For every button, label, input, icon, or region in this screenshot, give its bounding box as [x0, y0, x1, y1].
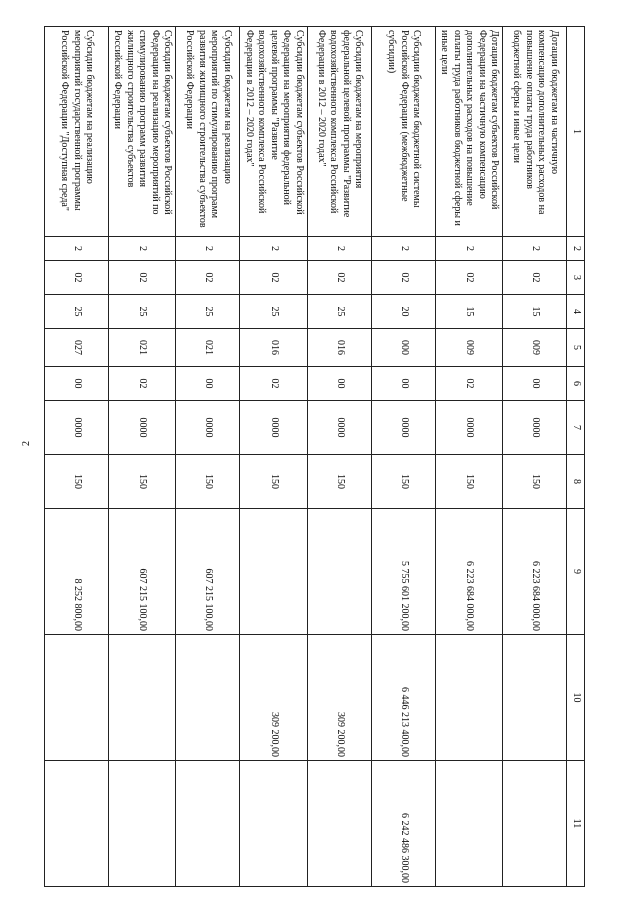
table-row — [308, 27, 372, 887]
code-cell: 0000 — [503, 401, 567, 455]
code-cell: 25 — [109, 295, 177, 329]
row-description: Субсидии бюджетам субъектов Российской Федерации на мероприятия федеральной целевой программы "Развитие водохозяйственного комплекса Российской Федерации в 2012 – 2020 годах" — [240, 27, 308, 237]
table-row — [503, 27, 567, 887]
code-cell: 021 — [176, 329, 240, 367]
amount-cell: 607 215 100,00 — [109, 509, 177, 635]
col-header: 8 — [567, 455, 585, 509]
table-row — [372, 27, 436, 887]
code-cell: 0000 — [308, 401, 372, 455]
code-cell: 150 — [240, 455, 308, 509]
row-description: Дотации бюджетам субъектов Российской Федерации на частичную компенсацию дополнительных расходов на повышение оплаты труда работников бюджетной сферы и иные цели — [436, 27, 504, 237]
code-cell: 150 — [436, 455, 504, 509]
code-cell: 009 — [503, 329, 567, 367]
code-cell: 0000 — [372, 401, 436, 455]
code-cell: 2 — [109, 237, 177, 261]
code-cell: 02 — [240, 261, 308, 295]
code-cell: 0000 — [240, 401, 308, 455]
col-header: 9 — [567, 509, 585, 635]
code-cell: 150 — [308, 455, 372, 509]
row-description: Субсидии бюджетам бюджетной системы Российской Федерации (межбюджетные субсидии) — [372, 27, 436, 237]
amount-cell — [308, 761, 372, 887]
amount-cell — [109, 761, 177, 887]
col-header: 6 — [567, 367, 585, 401]
amount-cell — [503, 761, 567, 887]
code-cell: 00 — [308, 367, 372, 401]
amount-cell: 309 200,00 — [308, 635, 372, 761]
code-cell: 0000 — [176, 401, 240, 455]
code-cell: 25 — [240, 295, 308, 329]
code-cell: 009 — [436, 329, 504, 367]
code-cell: 25 — [45, 295, 109, 329]
col-header: 10 — [567, 635, 585, 761]
amount-cell — [308, 509, 372, 635]
code-cell: 02 — [372, 261, 436, 295]
row-description: Субсидии бюджетам субъектов Российской Федерации на реализацию мероприятий по стимулированию программ развития жилищного строительства субъектов Российской Федерации — [109, 27, 177, 237]
col-header: 5 — [567, 329, 585, 367]
row-description: Субсидии бюджетам на мероприятия федеральной целевой программы "Развитие водохозяйственного комплекса Российской Федерации в 2012 – 2020 годах" — [308, 27, 372, 237]
row-description: Субсидии бюджетам на реализацию мероприятий по стимулированию программ развития жилищного строительства субъектов Российской Федерации — [176, 27, 240, 237]
amount-cell: 8 252 800,00 — [45, 509, 109, 635]
code-cell: 2 — [436, 237, 504, 261]
code-cell: 02 — [109, 367, 177, 401]
amount-cell — [45, 635, 109, 761]
code-cell: 021 — [109, 329, 177, 367]
code-cell: 15 — [436, 295, 504, 329]
code-cell: 150 — [109, 455, 177, 509]
code-cell: 02 — [503, 261, 567, 295]
code-cell: 2 — [176, 237, 240, 261]
budget-table — [44, 26, 585, 887]
code-cell: 2 — [308, 237, 372, 261]
code-cell: 02 — [436, 261, 504, 295]
code-cell: 2 — [45, 237, 109, 261]
code-cell: 016 — [240, 329, 308, 367]
row-description: Дотации бюджетам на частичную компенсацию дополнительных расходов на повышение оплаты труда работников бюджетной сферы и иные цели — [503, 27, 567, 237]
table-row — [109, 27, 177, 887]
code-cell: 0000 — [109, 401, 177, 455]
amount-cell: 6 223 684 000,00 — [436, 509, 504, 635]
code-cell: 0000 — [45, 401, 109, 455]
table-row — [45, 27, 109, 887]
amount-cell — [45, 761, 109, 887]
code-cell: 02 — [45, 261, 109, 295]
code-cell: 02 — [176, 261, 240, 295]
amount-cell: 309 200,00 — [240, 635, 308, 761]
code-cell: 20 — [372, 295, 436, 329]
col-header: 2 — [567, 237, 585, 261]
code-cell: 00 — [176, 367, 240, 401]
code-cell: 25 — [176, 295, 240, 329]
amount-cell — [176, 635, 240, 761]
header-row — [567, 27, 585, 887]
col-header: 1 — [567, 27, 585, 237]
code-cell: 0000 — [436, 401, 504, 455]
amount-cell — [503, 635, 567, 761]
code-cell: 2 — [240, 237, 308, 261]
code-cell: 02 — [240, 367, 308, 401]
amount-cell: 6 242 486 300,00 — [372, 761, 436, 887]
amount-cell — [176, 761, 240, 887]
amount-cell: 5 755 601 200,00 — [372, 509, 436, 635]
code-cell: 00 — [372, 367, 436, 401]
code-cell: 2 — [503, 237, 567, 261]
code-cell: 00 — [45, 367, 109, 401]
amount-cell: 607 215 100,00 — [176, 509, 240, 635]
rotated-table-container — [55, 26, 585, 886]
code-cell: 02 — [109, 261, 177, 295]
code-cell: 150 — [45, 455, 109, 509]
amount-cell — [436, 635, 504, 761]
col-header: 4 — [567, 295, 585, 329]
col-header: 3 — [567, 261, 585, 295]
code-cell: 150 — [372, 455, 436, 509]
amount-cell — [240, 509, 308, 635]
amount-cell: 6 446 213 400,00 — [372, 635, 436, 761]
row-description: Субсидии бюджетам на реализацию мероприятий государственной программы Российской Федерации "Доступная среда" — [45, 27, 109, 237]
code-cell: 150 — [503, 455, 567, 509]
table-row — [240, 27, 308, 887]
code-cell: 02 — [436, 367, 504, 401]
amount-cell — [240, 761, 308, 887]
code-cell: 02 — [308, 261, 372, 295]
table-body — [45, 27, 568, 887]
table-row — [436, 27, 504, 887]
page-number: 2 — [21, 441, 32, 446]
table-row — [176, 27, 240, 887]
code-cell: 016 — [308, 329, 372, 367]
amount-cell — [436, 761, 504, 887]
col-header: 11 — [567, 761, 585, 887]
code-cell: 00 — [503, 367, 567, 401]
code-cell: 027 — [45, 329, 109, 367]
code-cell: 15 — [503, 295, 567, 329]
col-header: 7 — [567, 401, 585, 455]
code-cell: 150 — [176, 455, 240, 509]
amount-cell: 6 223 684 000,00 — [503, 509, 567, 635]
code-cell: 2 — [372, 237, 436, 261]
code-cell: 25 — [308, 295, 372, 329]
code-cell: 000 — [372, 329, 436, 367]
amount-cell — [109, 635, 177, 761]
